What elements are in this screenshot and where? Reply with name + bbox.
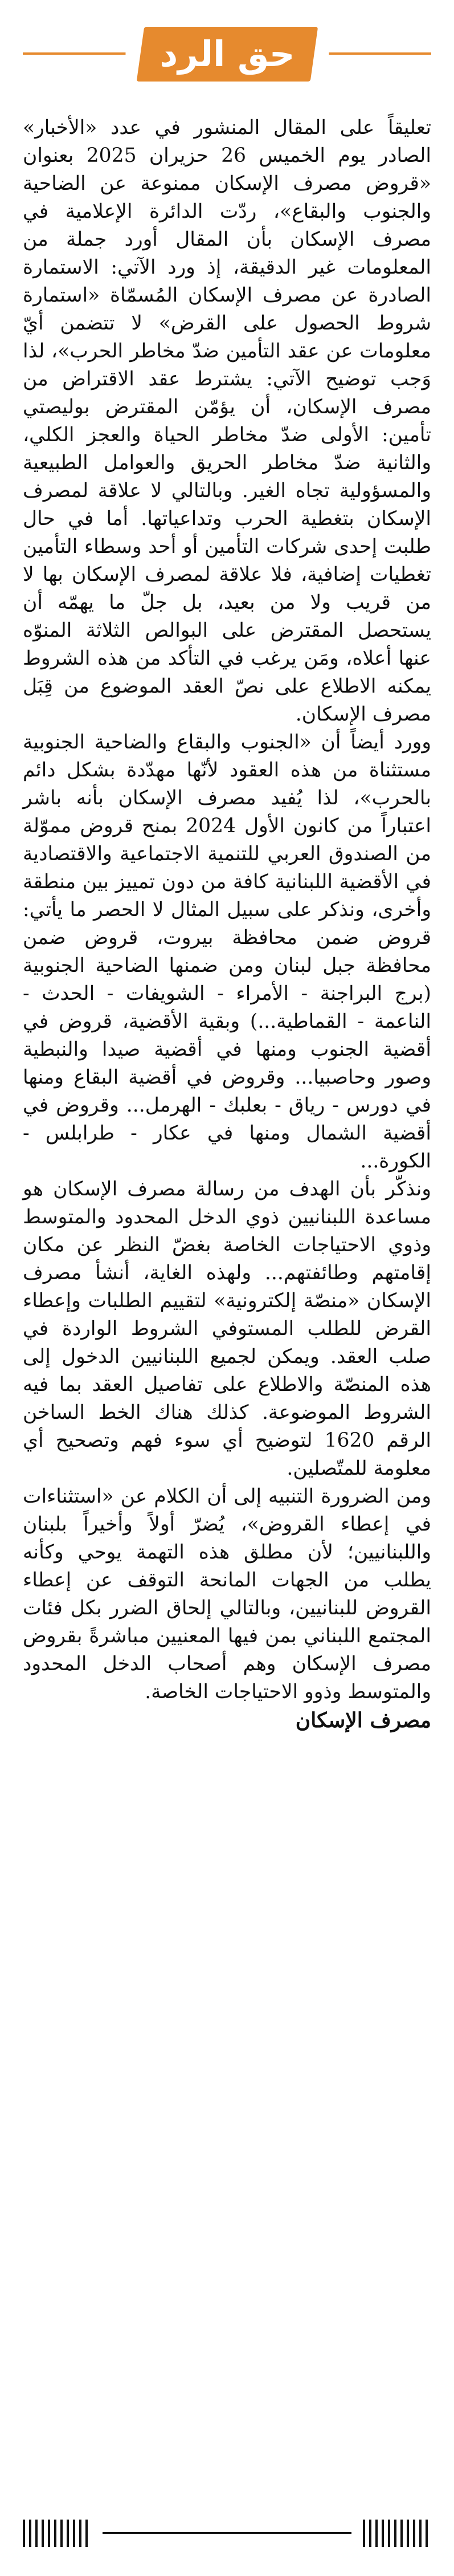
paragraph-1: تعليقاً على المقال المنشور في عدد «الأخبار» الصادر يوم الخميس 26 حزيران 2025 بعنوان «قروض مصرف الإسكان ممنوعة عن الضاحية والجنوب والبقاع»، ردّت الدائرة الإعلامية في مصرف الإسكان بأن المقال أورد جملة من المعلومات غير الدقيقة، إذ ورد الآتي: الاستمارة الصادرة عن مصرف الإسكان المُسمّاة «استمارة شروط الحصول على القرض» لا تتضمن أيّ معلومات عن عقد التأمين ضدّ مخاطر الحرب»، لذا وَجب توضيح الآتي: يشترط عقد الاقتراض من مصرف الإسكان، أن يؤمّن المقترض بوليصتي تأمين: الأولى ضدّ مخاطر الحياة والعجز الكلي، والثانية ضدّ مخاطر الحريق والعوامل الطبيعية والمسؤولية تجاه الغير. وبالتالي لا علاقة لمصرف الإسكان بتغطية الحرب وتداعياتها. أما في حال طلبت إحدى شركات التأمين أو أحد وسطاء التأمين تغطيات إضافية، فلا علاقة لمصرف الإسكان بها لا من قريب ولا من بعيد، بل جلّ ما يهمّه أن يستحصل المقترض على البوالص الثلاثة المنوّه عنها أعلاه، ومَن يرغب في التأكد من هذه الشروط يمكنه الاطلاع على نصّ العقد الموضوع من قِبَل مصرف الإسكان. <box>23 116 431 726</box>
section-title-badge <box>136 27 318 82</box>
footer-ornament-left <box>23 2520 91 2547</box>
article-body <box>23 114 431 2463</box>
article-header <box>0 23 454 86</box>
paragraph-3: ونذكّر بأن الهدف من رسالة مصرف الإسكان هو مساعدة اللبنانيين ذوي الدخل المحدود والمتوسط وذوي الاحتياجات الخاصة بغضّ النظر عن مكان إقامتهم وطائفتهم... ولهذه الغاية، أنشأ مصرف الإسكان «منصّة إلكترونية» لتقييم الطلبات وإعطاء القرض للطلب المستوفي الشروط الواردة في صلب العقد. ويمكن لجميع اللبنانيين الدخول إلى هذه المنصّة والاطلاع على تفاصيل العقد بما فيه الشروط الموضوعة. كذلك هناك الخط الساخن الرقم 1620 لتوضيح أي سوء فهم وتصحيح أي معلومة للمتّصلين. <box>23 1178 431 1480</box>
footer-ornament-right <box>363 2520 431 2547</box>
article-footer <box>23 2497 431 2559</box>
signature: مصرف الإسكان <box>295 1708 431 1732</box>
footer-rule <box>103 2532 351 2534</box>
paragraph-4: ومن الضرورة التنبيه إلى أن الكلام عن «استثناءات في إعطاء القروض»، يُضرّ أولاً وأخيراً بلبنان واللبنانيين؛ لأن مطلق هذه التهمة يوحي وكأنه يطلب من الجهات المانحة التوقف عن إعطاء القروض للبنانيين، وبالتالي إلحاق الضرر بكل فئات المجتمع اللبناني بمن فيها المعنيين مباشرةً بقروض مصرف الإسكان وهم أصحاب الدخل المحدود والمتوسط وذوو الاحتياجات الخاصة. <box>23 1485 431 1703</box>
paragraph-2: وورد أيضاً أن «الجنوب والبقاع والضاحية الجنوبية مستثناة من هذه العقود لأنّها مهدّدة بشكل دائم بالحرب»، لذا يُفيد مصرف الإسكان بأنه باشر اعتباراً من كانون الأول 2024 بمنح قروض مموّلة من الصندوق العربي للتنمية الاجتماعية والاقتصادية في الأقضية اللبنانية كافة من دون تمييز بين منطقة وأخرى، ونذكر على سبيل المثال لا الحصر ما يأتي: قروض ضمن محافظة بيروت، قروض ضمن محافظة جبل لبنان ومن ضمنها الضاحية الجنوبية (برج البراجنة - الأمراء - الشويفات - الحدث - الناعمة - القماطية...) وبقية الأقضية، قروض في أقضية الجنوب ومنها في أقضية صيدا والنبطية وصور وحاصبيا... وقروض في أقضية البقاع ومنها في دورس - رياق - بعلبك - الهرمل... وقروض في أقضية الشمال ومنها في عكار - طرابلس - الكورة... <box>23 731 431 1173</box>
section-title: حق الرد <box>159 33 295 75</box>
header-label-wrap <box>125 23 329 86</box>
